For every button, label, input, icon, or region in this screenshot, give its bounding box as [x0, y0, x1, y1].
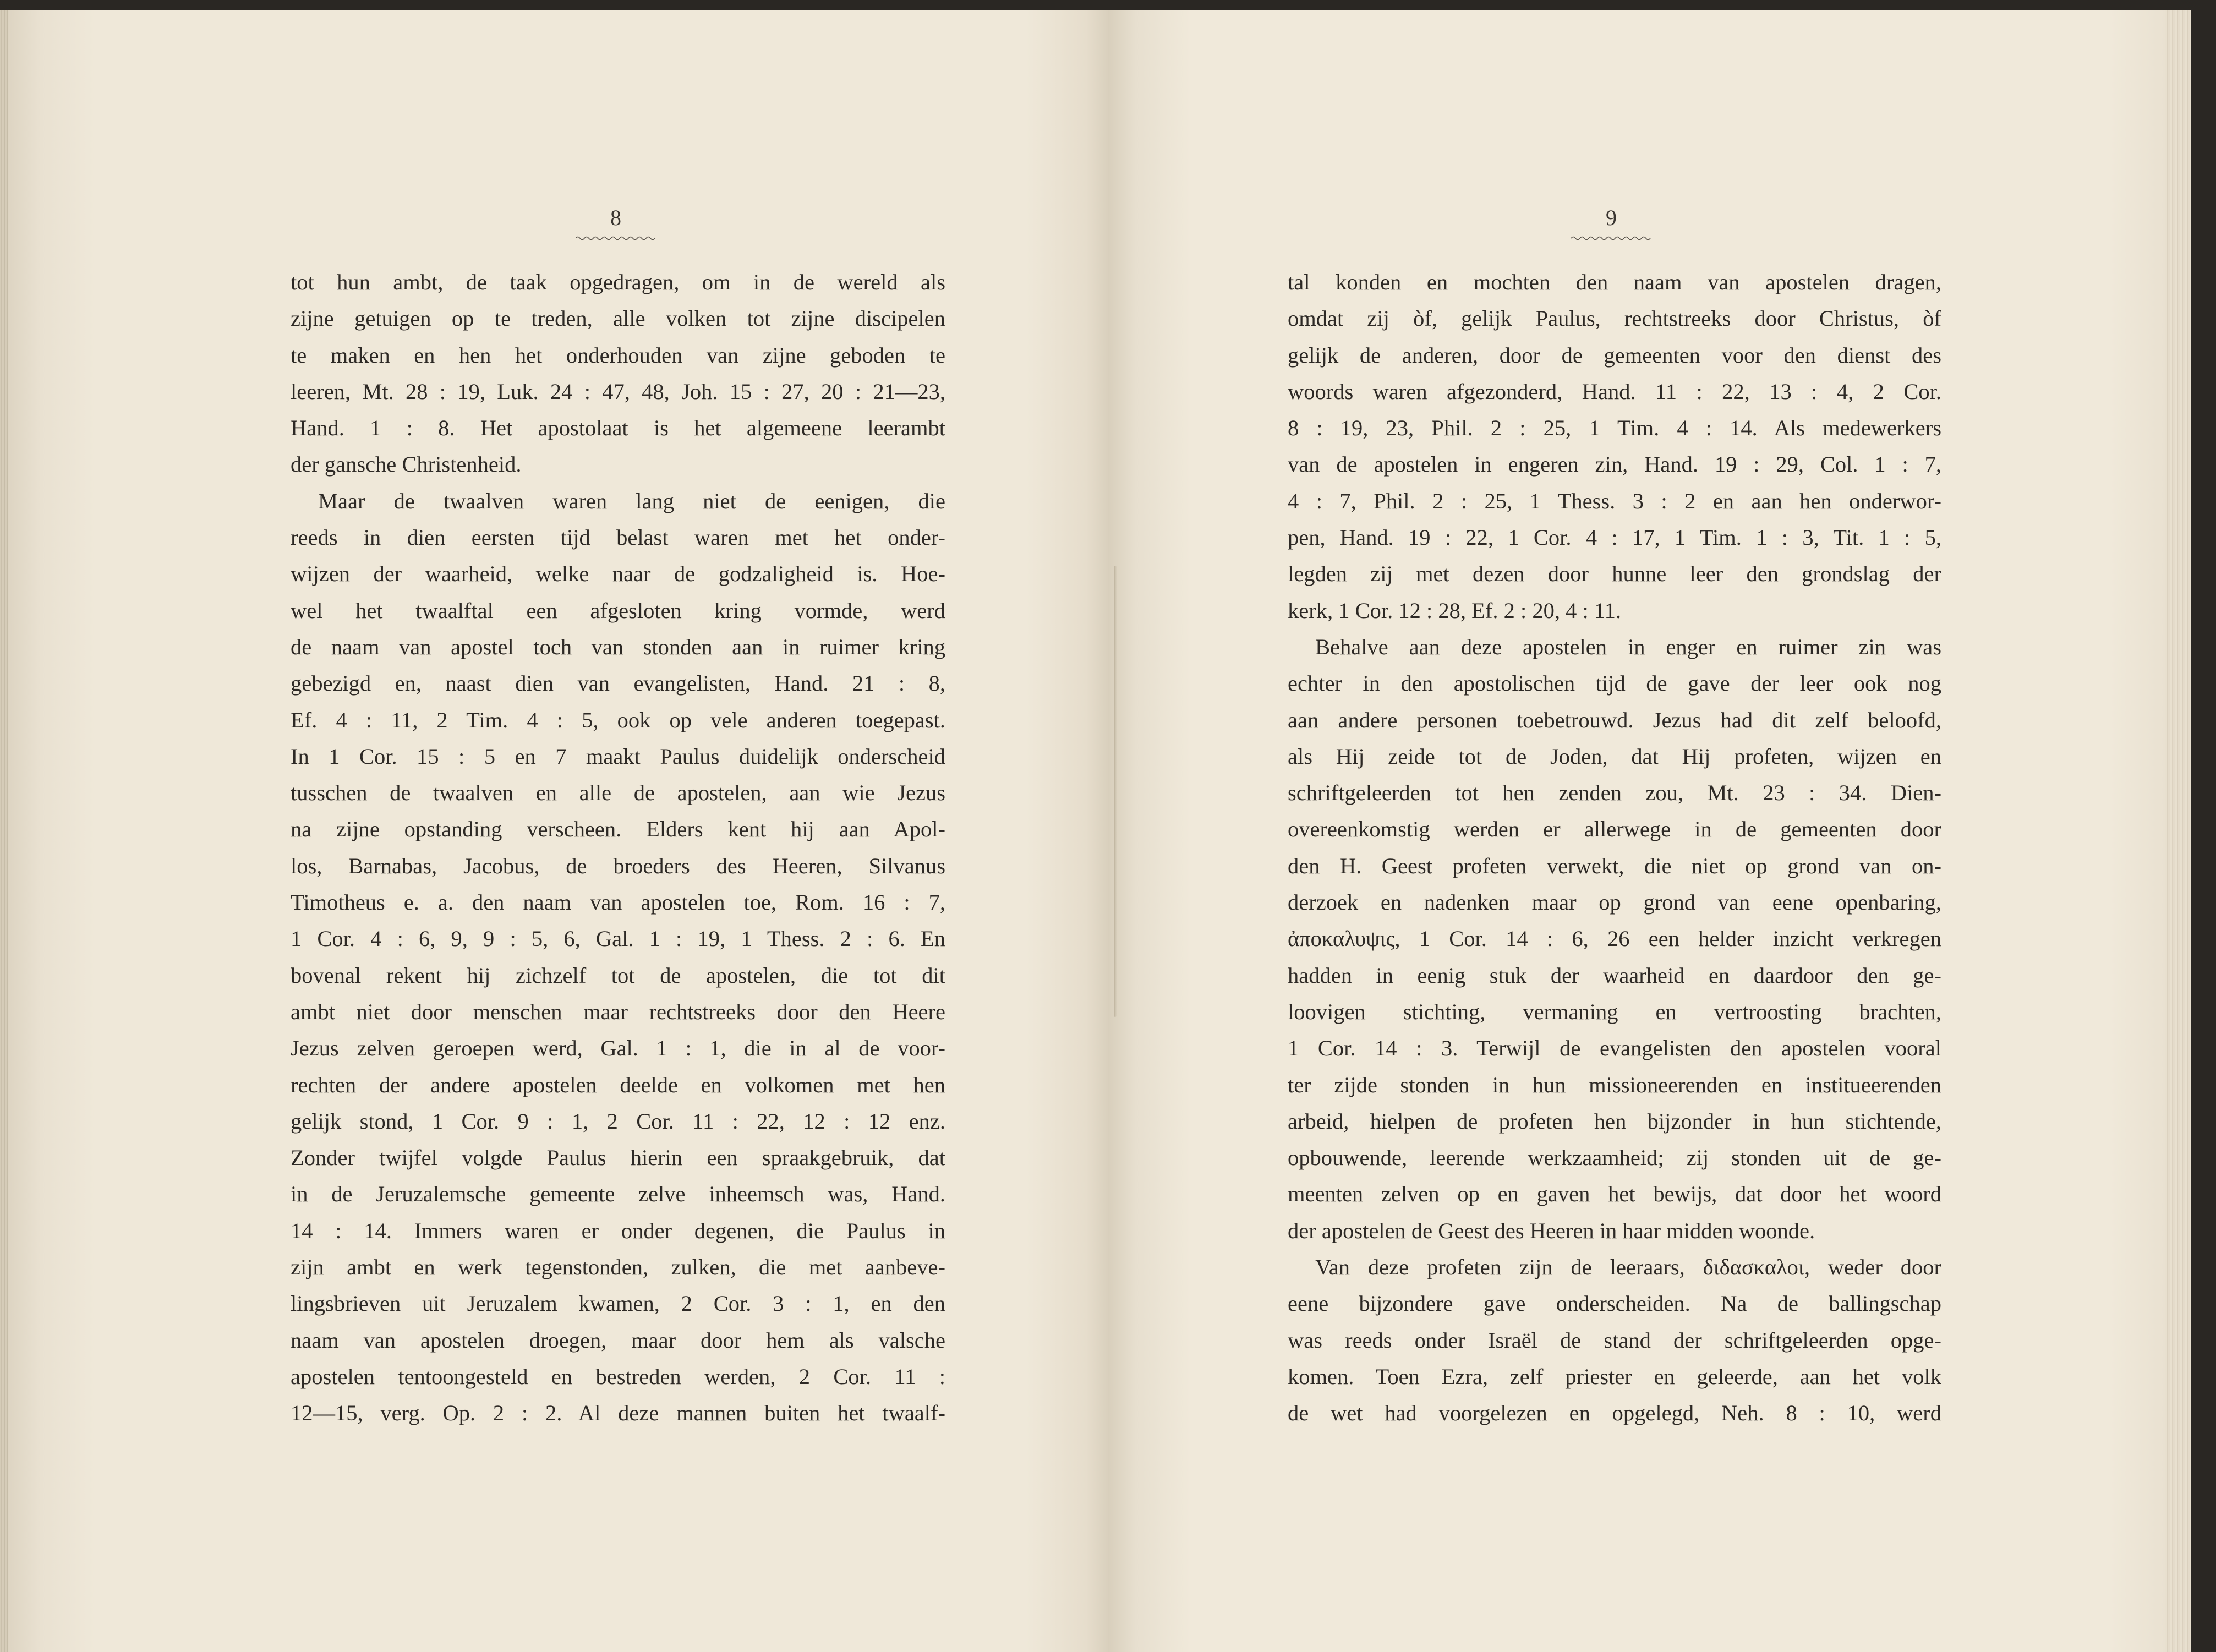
- text-line: Hand. 1 : 8. Het apostolaat is het algemeene leerambt: [291, 415, 945, 441]
- text-line: wel het twaalftal een afgesloten kring vormde, werd: [291, 598, 945, 623]
- text-line: gelijk de anderen, door de gemeenten voor den dienst des: [1288, 342, 1941, 368]
- text-line: was reeds onder Israël de stand der schriftgeleerden opge-: [1288, 1327, 1941, 1353]
- text-line: in de Jeruzalemsche gemeente zelve inheemsch was, Hand.: [291, 1181, 945, 1207]
- text-line: eene bijzondere gave onderscheiden. Na de ballingschap: [1288, 1291, 1941, 1316]
- text-line: overeenkomstig werden er allerwege in de gemeenten door: [1288, 817, 1941, 842]
- text-line: als Hij zeide tot de Joden, dat Hij profeten, wijzen en: [1288, 743, 1941, 769]
- text-line: schriftgeleerden tot hen zenden zou, Mt. 23 : 34. Dien-: [1288, 780, 1941, 806]
- text-line: ter zijde stonden in hun missioneerenden en institueerenden: [1288, 1072, 1941, 1097]
- text-line: reeds in dien eersten tijd belast waren met het onder-: [291, 525, 945, 550]
- text-line: 14 : 14. Immers waren er onder degenen, die Paulus in: [291, 1218, 945, 1243]
- text-line: 1 Cor. 14 : 3. Terwijl de evangelisten den apostelen vooral: [1288, 1036, 1941, 1061]
- text-line: echter in den apostolischen tijd de gave der leer ook nog: [1288, 671, 1941, 696]
- text-line: ἀποκαλυψις, 1 Cor. 14 : 6, 26 een helder inzicht verkregen: [1288, 926, 1941, 951]
- text-line: na zijne opstanding verscheen. Elders kent hij aan Apol-: [291, 817, 945, 842]
- text-line: derzoek en nadenken maar op grond van eene openbaring,: [1288, 890, 1941, 915]
- text-line: opbouwende, leerende werkzaamheid; zij stonden uit de ge-: [1288, 1145, 1941, 1170]
- text-line: Ef. 4 : 11, 2 Tim. 4 : 5, ook op vele anderen toegepast.: [291, 707, 945, 732]
- text-line: kerk, 1 Cor. 12 : 28, Ef. 2 : 20, 4 : 11.: [1288, 598, 1621, 623]
- text-line: loovigen stichting, vermaning en vertroosting brachten,: [1288, 999, 1941, 1024]
- left-ornament-rule: [574, 234, 657, 242]
- text-line: Van deze profeten zijn de leeraars, διδασκαλοι, weder door: [1315, 1255, 1941, 1280]
- text-line: 12—15, verg. Op. 2 : 2. Al deze mannen buiten het twaalf-: [291, 1401, 945, 1426]
- left-page-number: 8: [610, 205, 621, 230]
- text-line: leeren, Mt. 28 : 19, Luk. 24 : 47, 48, Joh. 15 : 27, 20 : 21—23,: [291, 379, 945, 404]
- text-line: tot hun ambt, de taak opgedragen, om in de wereld als: [291, 270, 945, 294]
- text-line: tal konden en mochten den naam van apostelen dragen,: [1288, 270, 1941, 294]
- text-line: den H. Geest profeten verwekt, die niet op grond van on-: [1288, 853, 1941, 878]
- text-line: Maar de twaalven waren lang niet de eenigen, die: [318, 488, 945, 513]
- text-line: In 1 Cor. 15 : 5 en 7 maakt Paulus duidelijk onderscheid: [291, 743, 945, 769]
- text-line: Behalve aan deze apostelen in enger en ruimer zin was: [1315, 634, 1941, 659]
- text-line: 4 : 7, Phil. 2 : 25, 1 Thess. 3 : 2 en aan hen onderwor-: [1288, 488, 1941, 513]
- text-line: naam van apostelen droegen, maar door hem als valsche: [291, 1327, 945, 1353]
- text-line: hadden in eenig stuk der waarheid en daardoor den ge-: [1288, 962, 1941, 988]
- text-line: 1 Cor. 4 : 6, 9, 9 : 5, 6, Gal. 1 : 19, 1 Thess. 2 : 6. En: [291, 926, 945, 951]
- text-line: los, Barnabas, Jacobus, de broeders des Heeren, Silvanus: [291, 853, 945, 878]
- text-line: te maken en hen het onderhouden van zijne geboden te: [291, 342, 945, 368]
- left-page-edges: [0, 10, 8, 1652]
- text-line: Zonder twijfel volgde Paulus hierin een spraakgebruik, dat: [291, 1145, 945, 1170]
- text-line: wijzen der waarheid, welke naar de godzaligheid is. Hoe-: [291, 561, 945, 587]
- right-page: [1108, 10, 2165, 1652]
- text-line: de wet had voorgelezen en opgelegd, Neh. 8 : 10, werd: [1288, 1401, 1941, 1426]
- open-book: [0, 10, 2191, 1652]
- text-line: komen. Toen Ezra, zelf priester en geleerde, aan het volk: [1288, 1364, 1941, 1389]
- text-line: pen, Hand. 19 : 22, 1 Cor. 4 : 17, 1 Tim. 1 : 3, Tit. 1 : 5,: [1288, 525, 1941, 550]
- text-line: 8 : 19, 23, Phil. 2 : 25, 1 Tim. 4 : 14. Als medewerkers: [1288, 415, 1941, 441]
- text-line: gelijk stond, 1 Cor. 9 : 1, 2 Cor. 11 : 22, 12 : 12 enz.: [291, 1108, 945, 1134]
- text-line: omdat zij òf, gelijk Paulus, rechtstreeks door Christus, òf: [1288, 306, 1941, 331]
- right-ornament-rule: [1570, 234, 1653, 242]
- text-line: tusschen de twaalven en alle de apostelen, aan wie Jezus: [291, 780, 945, 806]
- text-line: Jezus zelven geroepen werd, Gal. 1 : 1, die in al de voor-: [291, 1036, 945, 1061]
- text-line: der gansche Christenheid.: [291, 452, 522, 477]
- text-line: meenten zelven op en gaven het bewijs, dat door het woord: [1288, 1181, 1941, 1207]
- text-line: gebezigd en, naast dien van evangelisten, Hand. 21 : 8,: [291, 671, 945, 696]
- left-page-text: [291, 264, 945, 1432]
- text-line: lingsbrieven uit Jeruzalem kwamen, 2 Cor. 3 : 1, en den: [291, 1291, 945, 1316]
- text-line: arbeid, hielpen de profeten hen bijzonder in hun stichtende,: [1288, 1108, 1941, 1134]
- binding-gutter: [1114, 566, 1117, 1017]
- text-line: zijne getuigen op te treden, alle volken tot zijne discipelen: [291, 306, 945, 331]
- text-line: bovenal rekent hij zichzelf tot de apostelen, die tot dit: [291, 962, 945, 988]
- text-line: der apostelen de Geest des Heeren in haar midden woonde.: [1288, 1218, 1815, 1243]
- text-line: van de apostelen in engeren zin, Hand. 19 : 29, Col. 1 : 7,: [1288, 452, 1941, 477]
- right-page-edges: [2165, 10, 2191, 1652]
- right-page-number: 9: [1606, 205, 1617, 230]
- text-line: aan andere personen toebetrouwd. Jezus had dit zelf beloofd,: [1288, 707, 1941, 732]
- text-line: Timotheus e. a. den naam van apostelen toe, Rom. 16 : 7,: [291, 890, 945, 915]
- text-line: legden zij met dezen door hunne leer den grondslag der: [1288, 561, 1941, 587]
- text-line: apostelen tentoongesteld en bestreden werden, 2 Cor. 11 :: [291, 1364, 945, 1389]
- text-line: zijn ambt en werk tegenstonden, zulken, die met aanbeve-: [291, 1255, 945, 1280]
- text-line: rechten der andere apostelen deelde en volkomen met hen: [291, 1072, 945, 1097]
- text-line: de naam van apostel toch van stonden aan in ruimer kring: [291, 634, 945, 659]
- text-line: ambt niet door menschen maar rechtstreeks door den Heere: [291, 999, 945, 1024]
- right-page-text: [1288, 264, 1941, 1432]
- text-line: woords waren afgezonderd, Hand. 11 : 22, 13 : 4, 2 Cor.: [1288, 379, 1941, 404]
- left-page: [8, 10, 1108, 1652]
